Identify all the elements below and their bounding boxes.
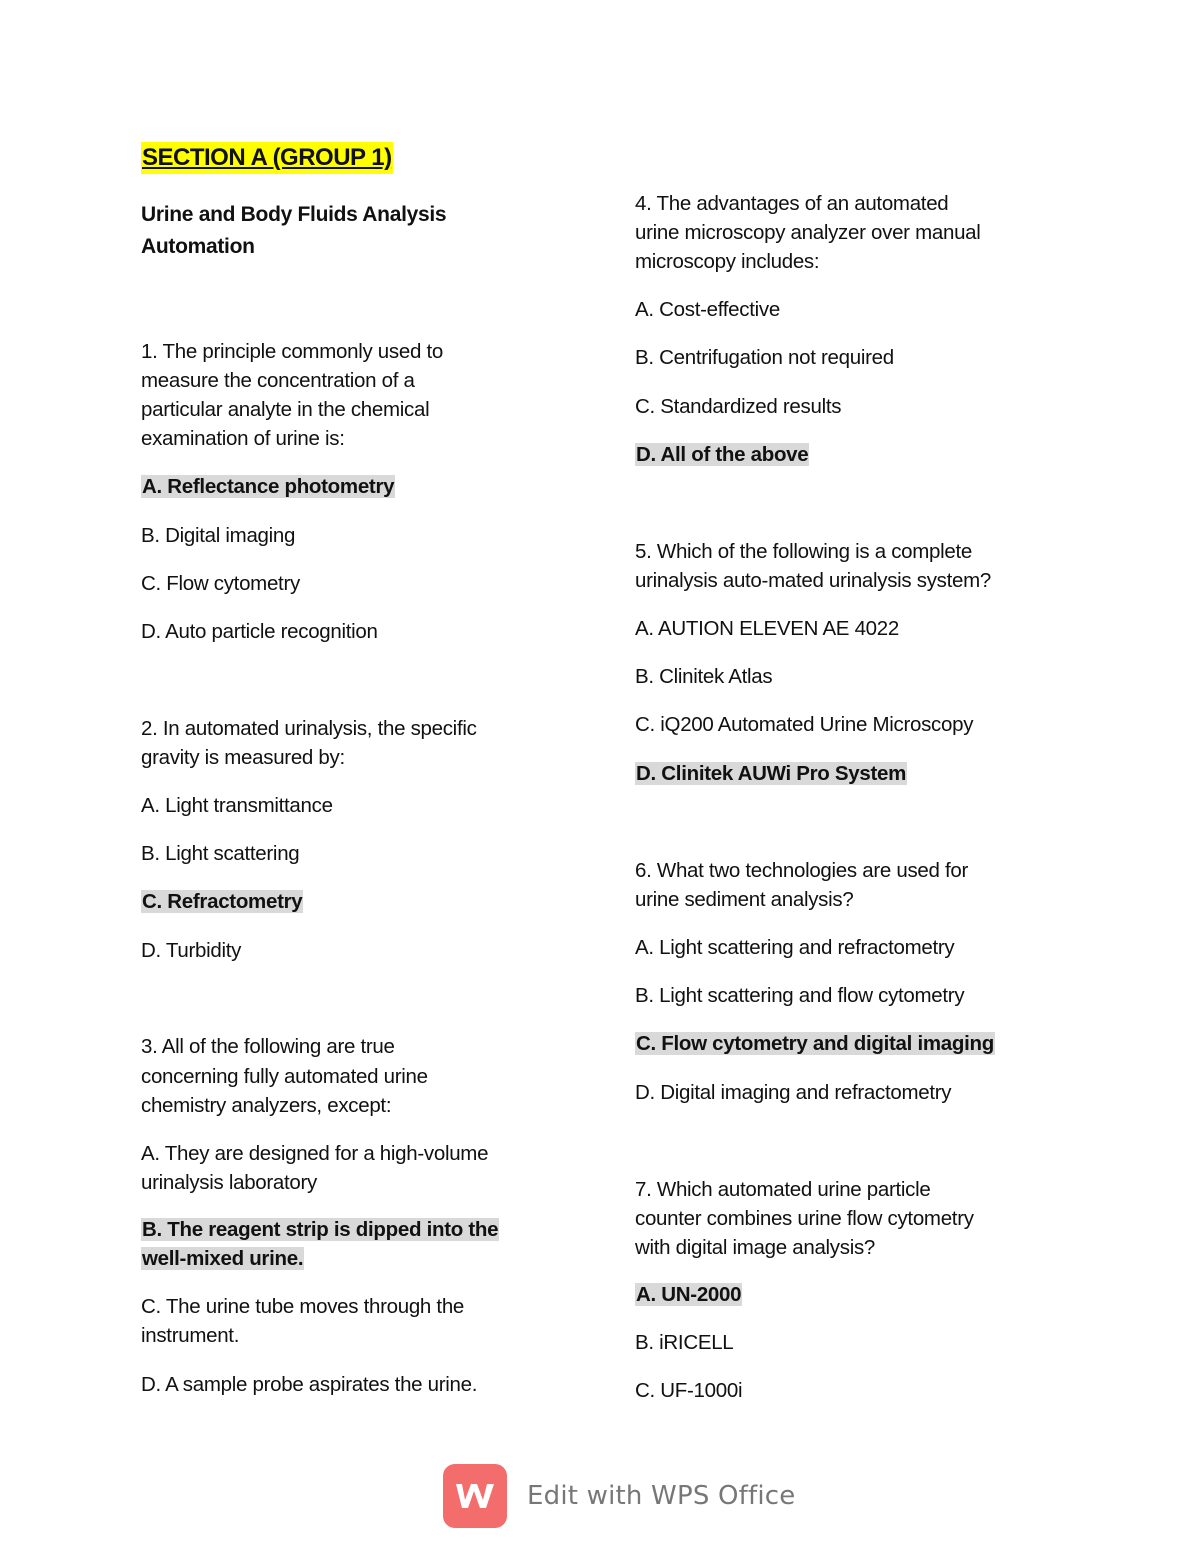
question-1-line: measure the concentration of a [141,369,415,392]
wps-office-logo-icon[interactable] [443,1464,507,1528]
question-1-line: 1. The principle commonly used to [141,340,443,363]
question-3-option-a-cont: urinalysis laboratory [141,1171,317,1194]
question-3-option-b-correct-cont: well-mixed urine. [142,1247,304,1270]
question-4-line: microscopy includes: [635,250,820,273]
question-4-line: urine microscopy analyzer over manual [635,221,981,244]
section-title: SECTION A (GROUP 1) [141,142,393,174]
question-6-option-a: A. Light scattering and refractometry [635,936,955,959]
question-1-line: examination of urine is: [141,427,345,450]
wps-logo-glyph [453,1478,497,1514]
question-2-option-d: D. Turbidity [141,939,242,962]
question-5-option-a: A. AUTION ELEVEN AE 4022 [635,617,899,640]
question-3-option-d: D. A sample probe aspirates the urine. [141,1373,478,1396]
question-7-option-a-correct: A. UN-2000 [636,1283,742,1306]
question-7-line: counter combines urine flow cytometry [635,1207,974,1230]
question-2-option-b: B. Light scattering [141,842,300,865]
question-3-option-b-correct: B. The reagent strip is dipped into the [142,1218,499,1241]
question-5-line: 5. Which of the following is a complete [635,540,972,563]
question-6-line: 6. What two technologies are used for [635,859,969,882]
question-1-option-b: B. Digital imaging [141,524,296,547]
question-4-option-d-correct: D. All of the above [636,443,809,466]
question-1-line: particular analyte in the chemical [141,398,430,421]
question-7-option-c: C. UF-1000i [635,1379,743,1402]
question-3-line: chemistry analyzers, except: [141,1094,392,1117]
question-2-line: gravity is measured by: [141,746,345,769]
question-6-line: urine sediment analysis? [635,888,854,911]
wps-footer[interactable] [443,1464,795,1528]
question-1-option-d: D. Auto particle recognition [141,620,378,643]
question-3-line: concerning fully automated urine [141,1065,428,1088]
question-3-line: 3. All of the following are true [141,1035,395,1058]
question-2-option-c-correct: C. Refractometry [142,890,303,913]
question-6-option-d: D. Digital imaging and refractometry [635,1081,952,1104]
footer-text[interactable]: Edit with WPS Office [527,1481,796,1511]
question-5-option-c: C. iQ200 Automated Urine Microscopy [635,713,974,736]
question-5-option-d-correct: D. Clinitek AUWi Pro System [636,762,907,785]
question-4-line: 4. The advantages of an automated [635,192,949,215]
question-2-line: 2. In automated urinalysis, the specific [141,717,477,740]
question-5-line: urinalysis auto-mated urinalysis system? [635,569,991,592]
question-4-option-b: B. Centrifugation not required [635,346,894,369]
question-1-option-c: C. Flow cytometry [141,572,300,595]
question-3-option-c: C. The urine tube moves through the [141,1295,465,1318]
question-3-option-a: A. They are designed for a high-volume [141,1142,489,1165]
question-1-option-a-correct: A. Reflectance photometry [142,475,395,498]
question-4-option-c: C. Standardized results [635,395,842,418]
question-2-option-a: A. Light transmittance [141,794,333,817]
question-3-option-c-cont: instrument. [141,1324,240,1347]
question-7-line: with digital image analysis? [635,1236,876,1259]
question-4-option-a: A. Cost-effective [635,298,780,321]
subtitle: Urine and Body Fluids Analysis Automation [141,203,447,258]
question-7-line: 7. Which automated urine particle [635,1178,931,1201]
question-6-option-c-correct: C. Flow cytometry and digital imaging [636,1032,994,1055]
question-5-option-b: B. Clinitek Atlas [635,665,773,688]
question-7-option-b: B. iRICELL [635,1331,734,1354]
question-6-option-b: B. Light scattering and flow cytometry [635,984,965,1007]
